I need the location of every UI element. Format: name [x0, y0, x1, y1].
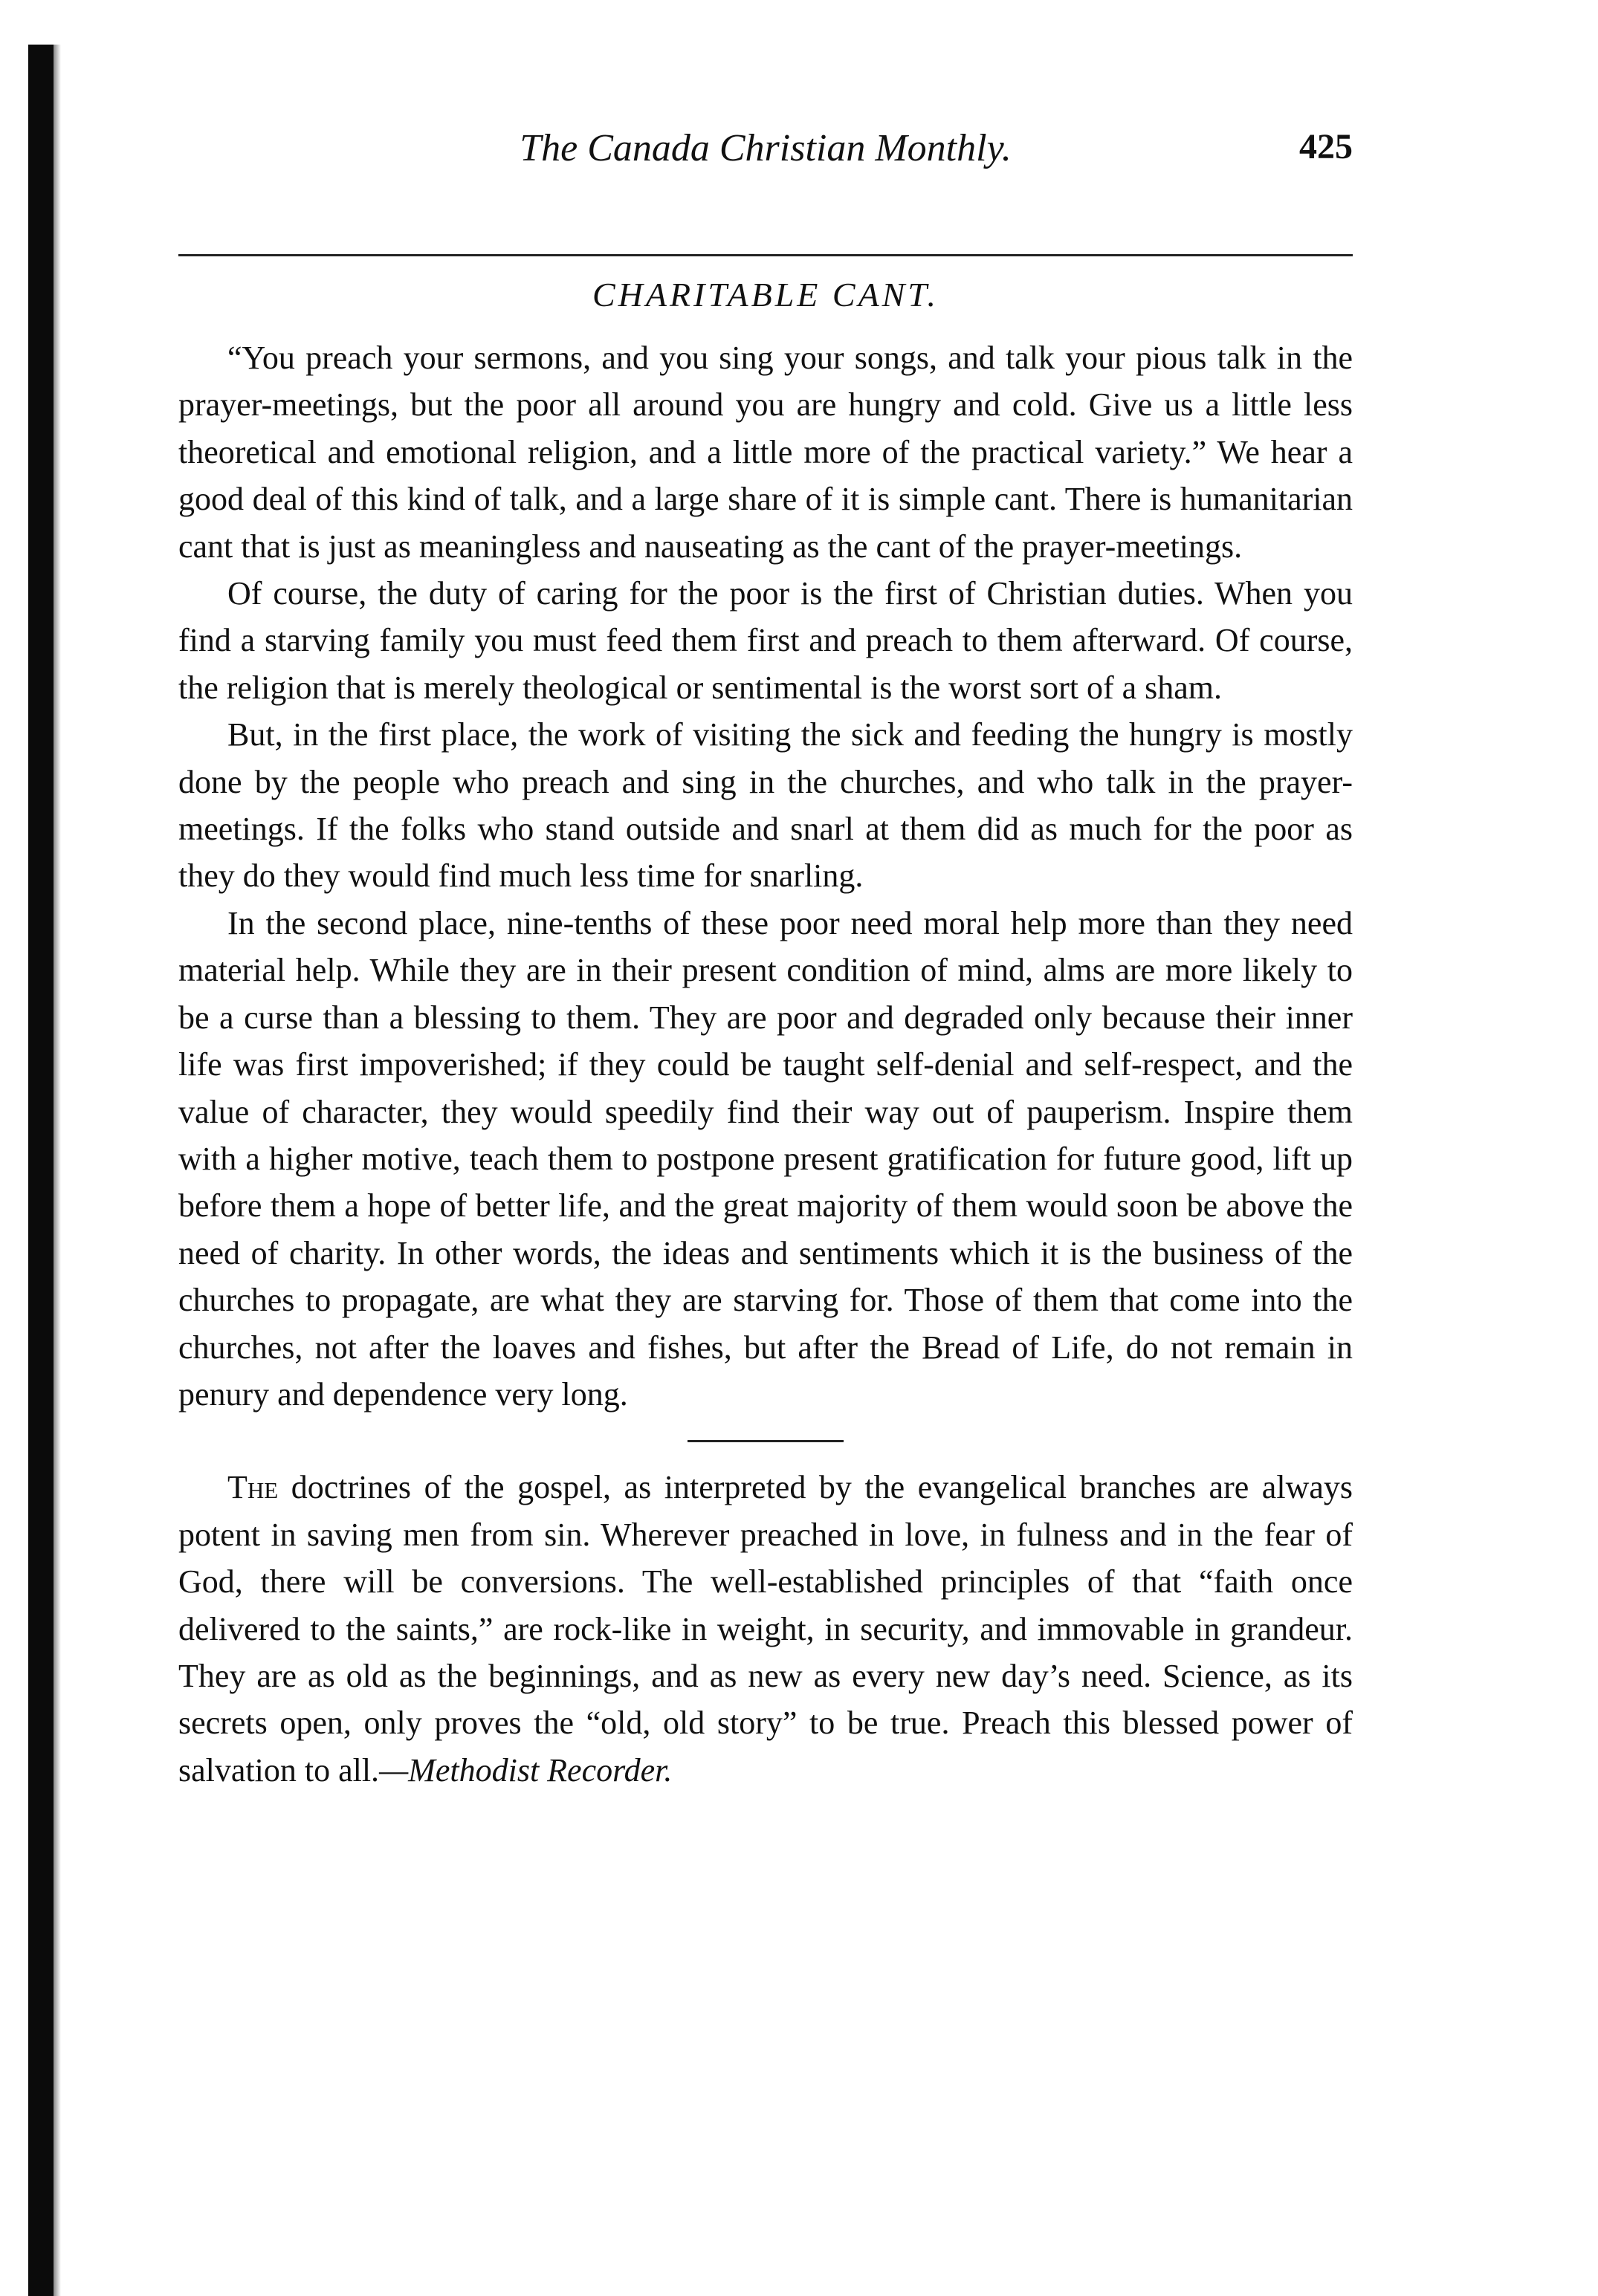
- second-item-paragraph: [178, 1464, 1353, 1794]
- section-divider: [688, 1440, 844, 1442]
- header-rule: [178, 254, 1353, 256]
- article-title: CHARITABLE CANT.: [592, 276, 939, 314]
- article-body: [178, 334, 1353, 1794]
- article-paragraph-1: “You preach your sermons, and you sing your songs, and talk your pious talk in the prayer-meetings, but the poor all around you are hungry and cold. Give us a little less theoretical and emotional religion, and a little more of the practical variety.” We hear a good deal of this kind of talk, and a large share of it is simple cant. There is humanitarian cant that is just as meaningless and nauseating as the cant of the prayer-meetings.: [178, 340, 1353, 565]
- page-number: 425: [1299, 127, 1353, 166]
- second-item-lead-word: The: [227, 1469, 279, 1506]
- article-paragraph-2: Of course, the duty of caring for the poor is the first of Christian duties. When you find a starving family you must feed them first and preach to them afterward. Of course, the religion that is merely theological or sentimental is the worst sort of a sham.: [178, 575, 1353, 706]
- article-paragraph-3: But, in the first place, the work of visiting the sick and feeding the hungry is mostly done by the people who preach and sing in the churches, and who talk in the prayer-meetings. If the folks who stand outside and snarl at them did as much for the poor as they do they would find much less time for snarling.: [178, 716, 1353, 895]
- page-binding-shadow: [54, 45, 61, 2296]
- journal-title: The Canada Christian Monthly.: [520, 127, 1012, 169]
- running-head: [178, 111, 1353, 178]
- article-paragraph-4: In the second place, nine-tenths of these poor need moral help more than they need material help. While they are in their present condition of mind, alms are more likely to be a curse than a blessing to them. They are poor and degraded only because their inner life was first impoverished; if they could be taught self-denial and self-respect, and the value of character, they would speedily find their way out of pauperism. Inspire them with a higher motive, teach them to postpone present gratification for future good, lift up before them a hope of better life, and the great majority of them would soon be above the need of charity. In other words, the ideas and sentiments which it is the business of the churches to propagate, are what they are starving for. Those of them that come into the churches, not after the loaves and fishes, but after the Bread of Life, do not remain in penury and dependence very long.: [178, 904, 1353, 1413]
- page-binding-edge: [28, 45, 54, 2296]
- second-item-text: doctrines of the gospel, as interpreted by the evangelical branches are always potent in saving men from sin. Wherever preached in love, in fulness and in the fear of God, there will be conversions. The well-established principles of that “faith once delivered to the saints,” are rock-like in weight, in security, and immovable in grandeur. They are as old as the beginnings, and as new as every new day’s need. Science, as its secrets open, only proves the “old, old story” to be true. Preach this blessed power of salvation to all.: [178, 1469, 1353, 1789]
- page: [178, 111, 1353, 1789]
- source-credit: —Methodist Recorder.: [379, 1751, 673, 1789]
